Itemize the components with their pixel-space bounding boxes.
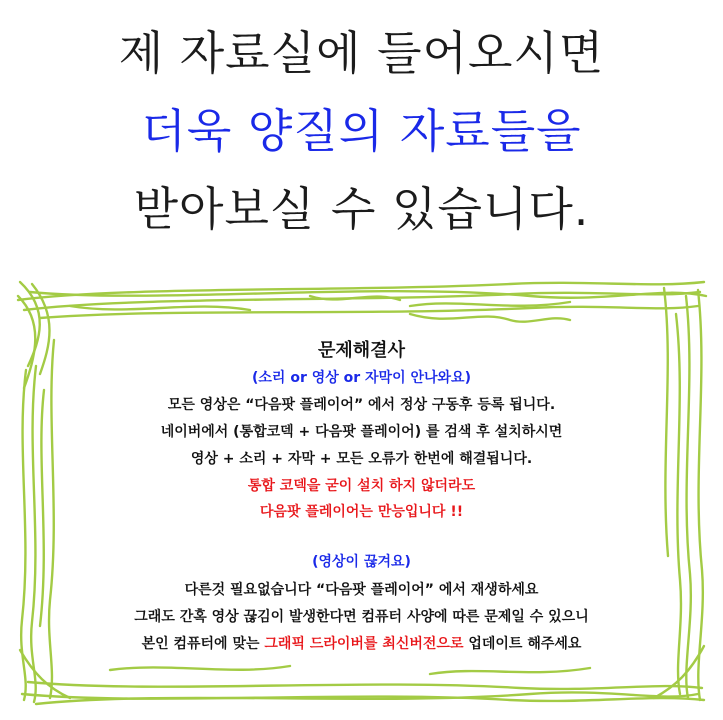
section1-line-2: 네이버에서 (통합코덱 + 다음팟 플레이어) 를 검색 후 설치하시면 — [160, 424, 563, 440]
headline-block — [0, 14, 723, 248]
headline-line-2: 더욱 양질의 자료들을 — [141, 104, 582, 158]
final-line-part1: 본인 컴퓨터에 맞는 — [141, 636, 265, 652]
section2-line-1: 다른것 필요없습니다 “다음팟 플레이어” 에서 재생하세요 — [184, 582, 539, 598]
section2-heading: (영상이 끊겨요) — [312, 554, 411, 570]
notice-title: 문제해결사 — [318, 340, 405, 361]
section2-final-line — [10, 631, 713, 658]
section1-line-3: 영상 + 소리 + 자막 + 모든 오류가 한번에 해결됩니다. — [190, 451, 533, 467]
headline-line-3: 받아보실 수 있습니다. — [133, 182, 590, 236]
section1-line-1: 모든 영상은 “다음팟 플레이어” 에서 정상 구동후 등록 됩니다. — [167, 397, 556, 413]
headline-line-1: 제 자료실에 들어오시면 — [118, 26, 605, 80]
section-divider — [10, 525, 713, 547]
section1-alert-1: 통합 코덱을 굳이 설치 하지 않더라도 — [247, 478, 476, 494]
final-line-highlight: 그래픽 드라이버를 최신버전으로 — [264, 636, 464, 652]
section1-heading: (소리 or 영상 or 자막이 안나와요) — [252, 370, 471, 386]
final-line-part2: 업데이트 해주세요 — [463, 636, 582, 652]
notice-block — [10, 270, 713, 710]
section2-line-2: 그래도 간혹 영상 끊김이 발생한다면 컴퓨터 사양에 따른 문제일 수 있으니 — [134, 609, 589, 625]
section1-alert-2: 다음팟 플레이어는 만능입니다 !! — [259, 504, 464, 520]
